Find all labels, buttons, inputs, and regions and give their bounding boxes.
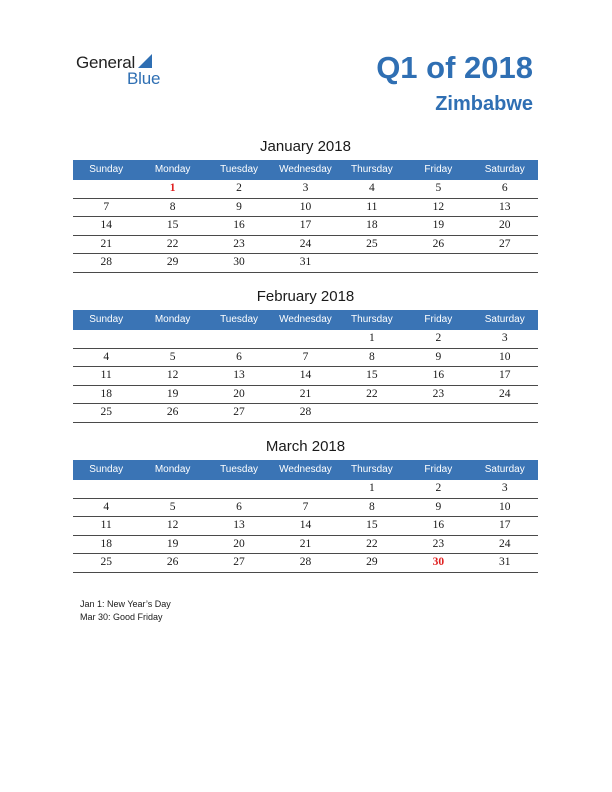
weekday-label: Sunday [89, 164, 124, 175]
day-cell: 7 [302, 350, 309, 363]
holiday-note: Mar 30: Good Friday [80, 612, 163, 622]
day-cell: 18 [100, 537, 112, 550]
day-cell: 1 [369, 482, 375, 494]
day-cell: 11 [366, 200, 378, 213]
day-cell: 29 [366, 556, 378, 568]
day-cell: 9 [435, 350, 442, 363]
day-cell: 2 [435, 482, 442, 494]
day-cell [339, 404, 405, 422]
weekday-label: Friday [424, 164, 453, 175]
week-row [73, 499, 538, 518]
day-cell [139, 330, 205, 348]
day-cell [206, 480, 272, 498]
day-cell: 19 [432, 219, 445, 231]
day-cell: 12 [166, 519, 179, 531]
day-cell: 21 [299, 387, 312, 400]
day-cell: 20 [233, 387, 245, 400]
weekday-label: Wednesday [279, 314, 332, 325]
day-cell: 28 [100, 256, 112, 268]
day-cell: 29 [166, 256, 179, 268]
day-cell: 3 [501, 482, 508, 494]
day-cell: 8 [169, 200, 176, 213]
day-cell: 2 [236, 182, 242, 194]
day-cell: 13 [498, 200, 511, 213]
day-cell [405, 254, 471, 272]
day-cell [405, 404, 471, 422]
weekday-label: Monday [154, 464, 191, 475]
week-row [73, 554, 538, 573]
weekday-label: Tuesday [220, 164, 259, 175]
day-cell: 16 [233, 219, 245, 231]
weekday-label: Wednesday [279, 464, 332, 475]
weekday-label: Thursday [351, 314, 393, 325]
day-cell: 18 [100, 387, 112, 400]
week-row [73, 349, 538, 368]
week-row [73, 254, 538, 273]
logo-flag-icon [138, 54, 152, 68]
day-cell: 15 [366, 369, 378, 381]
week-row [73, 480, 538, 499]
weekday-label: Thursday [351, 164, 393, 175]
holiday-notes [80, 598, 171, 624]
day-cell: 8 [369, 350, 375, 363]
day-cell [73, 480, 139, 498]
day-cell: 25 [366, 237, 378, 250]
month-title: January 2018 [260, 138, 351, 155]
day-cell: 9 [236, 200, 242, 213]
weekday-header-row [73, 160, 538, 180]
day-cell [272, 480, 338, 498]
month-february [73, 288, 538, 423]
weekday-label: Friday [424, 314, 453, 325]
day-cell: 4 [369, 182, 375, 194]
week-row [73, 199, 538, 218]
weekday-label: Saturday [484, 464, 525, 475]
holiday-note: Jan 1: New Year’s Day [80, 599, 171, 609]
day-cell: 26 [432, 237, 445, 250]
day-cell: 3 [302, 182, 309, 194]
day-cell: 17 [498, 369, 511, 381]
day-cell: 16 [432, 519, 445, 531]
day-cell: 17 [498, 519, 511, 531]
day-cell [339, 254, 405, 272]
day-cell: 6 [501, 182, 508, 194]
day-cell: 31 [498, 556, 511, 568]
day-cell: 7 [302, 500, 309, 513]
day-cell: 20 [498, 219, 511, 231]
day-cell: 8 [369, 500, 375, 513]
day-cell [73, 180, 139, 198]
day-cell: 26 [166, 556, 179, 568]
day-cell: 30 [432, 556, 445, 568]
day-cell: 22 [366, 387, 378, 400]
day-cell: 4 [103, 350, 110, 363]
country-name: Zimbabwe [435, 93, 533, 115]
day-cell: 27 [233, 406, 245, 418]
day-cell: 6 [236, 350, 242, 363]
week-row [73, 404, 538, 423]
day-cell: 1 [169, 182, 176, 194]
day-cell: 23 [432, 387, 445, 400]
day-cell: 15 [366, 519, 378, 531]
day-cell: 11 [100, 519, 112, 531]
weekday-label: Sunday [89, 464, 124, 475]
day-cell: 25 [100, 556, 112, 568]
weekday-label: Tuesday [220, 314, 259, 325]
weekday-label: Saturday [484, 164, 525, 175]
day-cell: 16 [432, 369, 445, 381]
day-cell: 13 [233, 369, 245, 381]
day-cell: 5 [169, 350, 176, 363]
day-cell: 10 [498, 350, 511, 363]
page-title: Q1 of 2018 [376, 50, 533, 85]
day-cell: 24 [299, 237, 312, 250]
logo [76, 52, 176, 92]
day-cell [139, 480, 205, 498]
weekday-header-row [73, 310, 538, 330]
weekday-label: Wednesday [279, 164, 332, 175]
weekday-header-row [73, 460, 538, 480]
week-row [73, 236, 538, 255]
day-cell [472, 404, 538, 422]
day-cell: 20 [233, 537, 245, 550]
day-cell [472, 254, 538, 272]
day-cell: 3 [501, 332, 508, 344]
week-row [73, 386, 538, 405]
day-cell: 12 [166, 369, 179, 381]
day-cell: 22 [366, 537, 378, 550]
day-cell: 26 [166, 406, 179, 418]
logo-blue-text: Blue [127, 69, 161, 88]
month-title: February 2018 [256, 288, 355, 305]
day-cell: 5 [435, 182, 442, 194]
day-cell: 11 [100, 369, 112, 381]
day-cell: 27 [233, 556, 245, 568]
day-cell: 24 [498, 387, 511, 400]
weekday-label: Thursday [351, 464, 393, 475]
weekday-label: Sunday [89, 314, 124, 325]
day-cell: 14 [299, 519, 312, 531]
weekday-label: Saturday [484, 314, 525, 325]
day-cell: 23 [233, 237, 245, 250]
weekday-label: Friday [424, 464, 453, 475]
day-cell: 14 [299, 369, 312, 381]
week-row [73, 517, 538, 536]
day-cell: 12 [432, 200, 445, 213]
day-cell [206, 330, 272, 348]
week-row [73, 180, 538, 199]
day-cell: 10 [498, 500, 511, 513]
month-title: March 2018 [265, 438, 346, 455]
day-cell: 28 [299, 556, 312, 568]
day-cell [272, 330, 338, 348]
day-cell: 15 [166, 219, 179, 231]
day-cell: 18 [366, 219, 378, 231]
day-cell: 19 [166, 387, 179, 400]
weekday-label: Tuesday [220, 464, 259, 475]
day-cell: 27 [498, 237, 511, 250]
day-cell: 25 [100, 406, 112, 418]
day-cell [73, 330, 139, 348]
week-row [73, 330, 538, 349]
week-row [73, 217, 538, 236]
month-march [73, 438, 538, 573]
week-row [73, 367, 538, 386]
day-cell: 14 [100, 219, 112, 231]
day-cell: 1 [369, 332, 375, 344]
weekday-label: Monday [154, 314, 191, 325]
day-cell: 24 [498, 537, 511, 550]
day-cell: 9 [435, 500, 442, 513]
day-cell: 22 [166, 237, 179, 250]
day-cell: 17 [299, 219, 312, 231]
weekday-label: Monday [154, 164, 191, 175]
day-cell: 30 [233, 256, 245, 268]
day-cell: 6 [236, 500, 242, 513]
month-january [73, 138, 538, 273]
logo-general-text: General [76, 53, 136, 72]
day-cell: 7 [103, 200, 110, 213]
day-cell: 5 [169, 500, 176, 513]
day-cell: 21 [100, 237, 112, 250]
day-cell: 21 [299, 537, 312, 550]
day-cell: 28 [299, 406, 312, 418]
day-cell: 31 [299, 256, 312, 268]
day-cell: 13 [233, 519, 245, 531]
day-cell: 23 [432, 537, 445, 550]
week-row [73, 536, 538, 555]
day-cell: 19 [166, 537, 179, 550]
day-cell: 2 [435, 332, 442, 344]
day-cell: 10 [299, 200, 312, 213]
day-cell: 4 [103, 500, 110, 513]
